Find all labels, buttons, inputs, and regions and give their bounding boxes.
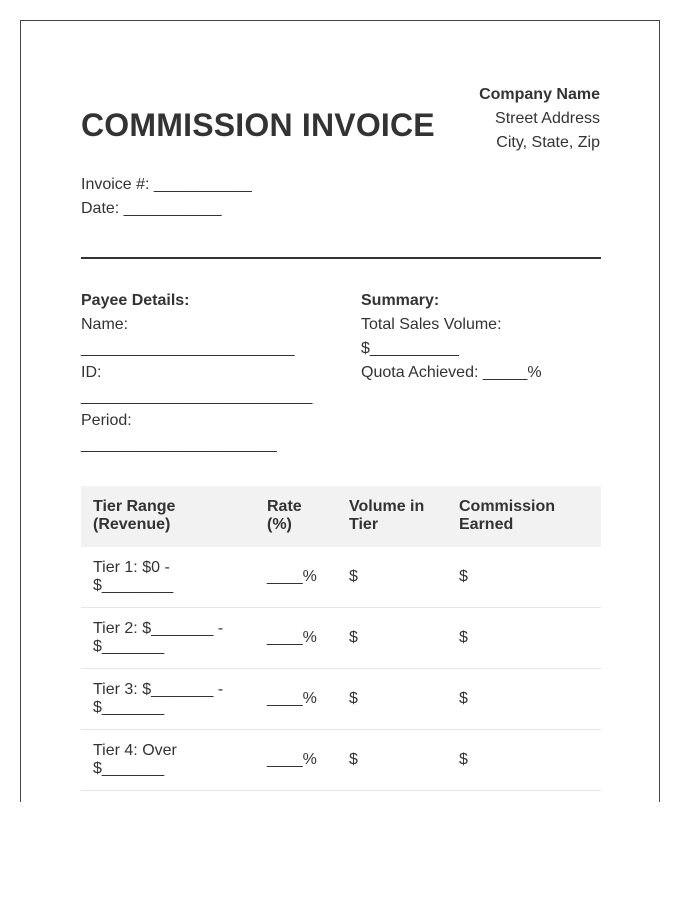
table-row [81,669,601,730]
commission-cell[interactable]: $ [447,669,601,730]
volume-cell[interactable]: $ [337,669,447,730]
invoice-page [20,20,660,802]
volume-cell[interactable]: $ [337,608,447,669]
table-header-row [81,486,601,547]
company-street: Street Address [495,110,600,127]
summary-block [361,289,601,385]
rate-cell[interactable]: ____% [255,547,337,608]
invoice-meta [81,173,252,221]
payee-details [81,289,331,457]
tier-range-cell[interactable]: Tier 3: $_______ - $_______ [81,669,255,730]
commission-cell[interactable]: $ [447,608,601,669]
payee-name-field[interactable]: ________________________ [81,340,295,357]
table-row [81,730,601,791]
header-commission: Commission Earned [447,486,601,547]
invoice-title: COMMISSION INVOICE [81,107,435,143]
volume-cell[interactable]: $ [337,547,447,608]
payee-heading: Payee Details: [81,292,190,309]
total-sales-label: Total Sales Volume: [361,316,502,333]
commission-cell[interactable]: $ [447,730,601,791]
divider [81,257,601,259]
header-tier-range: Tier Range (Revenue) [81,486,255,547]
commission-tier-table [81,486,601,791]
table-row [81,547,601,608]
payee-id-field[interactable]: __________________________ [81,388,313,405]
header-rate: Rate (%) [255,486,337,547]
rate-cell[interactable]: ____% [255,730,337,791]
company-block [479,83,600,155]
company-name: Company Name [479,86,600,103]
payee-id-label: ID: [81,364,102,381]
tier-range-cell[interactable]: Tier 2: $_______ - $_______ [81,608,255,669]
tier-range-cell[interactable]: Tier 1: $0 - $________ [81,547,255,608]
total-sales-field[interactable]: $__________ [361,340,459,357]
header-volume: Volume in Tier [337,486,447,547]
quota-achieved-field[interactable]: Quota Achieved: _____% [361,364,542,381]
summary-heading: Summary: [361,292,440,309]
tier-range-cell[interactable]: Tier 4: Over $_______ [81,730,255,791]
rate-cell[interactable]: ____% [255,608,337,669]
payee-period-label: Period: [81,412,132,429]
volume-cell[interactable]: $ [337,730,447,791]
payee-period-field[interactable]: ______________________ [81,436,277,453]
commission-cell[interactable]: $ [447,547,601,608]
invoice-number-field[interactable]: Invoice #: ___________ [81,176,252,193]
payee-name-label: Name: [81,316,129,333]
company-city: City, State, Zip [496,134,600,151]
rate-cell[interactable]: ____% [255,669,337,730]
invoice-date-field[interactable]: Date: ___________ [81,200,222,217]
table-row [81,608,601,669]
